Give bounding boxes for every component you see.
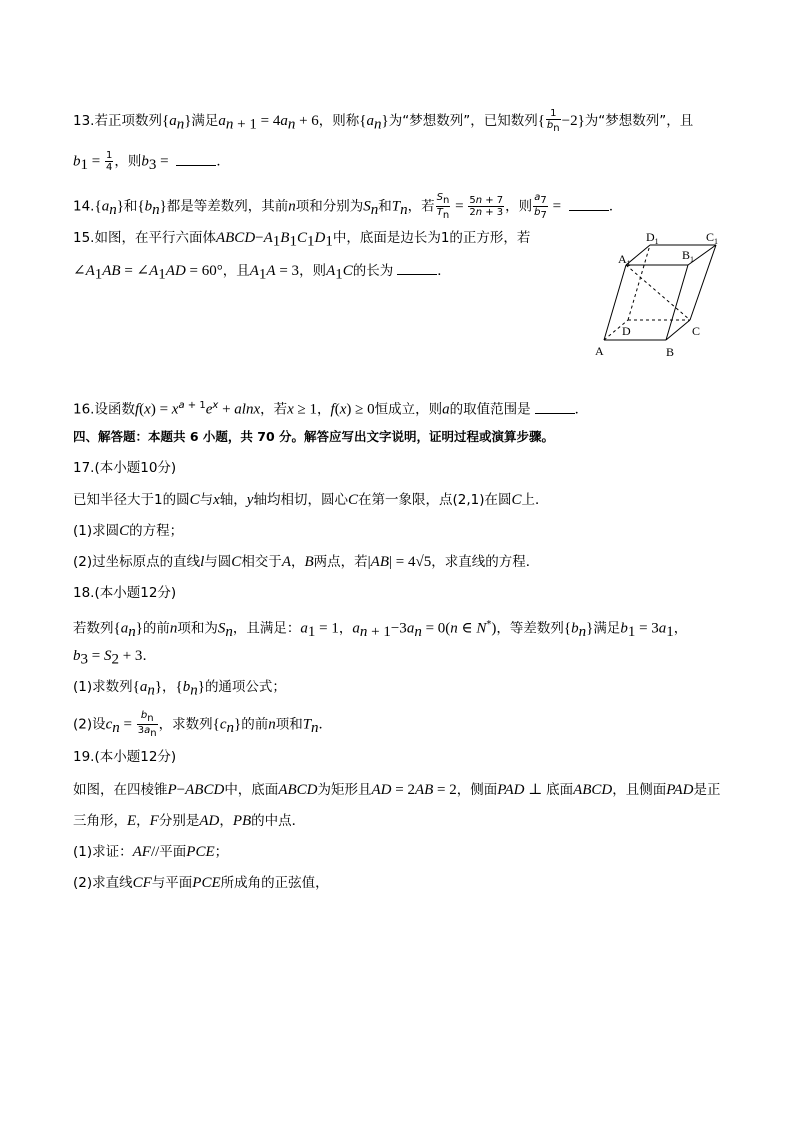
q18-head: 18.(本小题12分): [73, 585, 177, 601]
parallelepiped-figure: [590, 225, 720, 365]
q17-part1: (1)求圆C的方程；: [73, 523, 184, 539]
q19-part2: (2)求直线CF与平面PCE所成角的正弦值，: [73, 875, 329, 891]
q16-answer-blank[interactable]: [535, 399, 575, 414]
q14-answer-blank[interactable]: [569, 196, 609, 211]
q15-answer-blank[interactable]: [397, 260, 437, 275]
label-b: B: [666, 345, 675, 359]
label-d1: $D_1$: [646, 230, 659, 246]
q17-part2: (2)过坐标原点的直线l与圆C相交于A，B两点，若|AB| = 4√5，求直线的方程．: [73, 554, 540, 570]
edge-dd1-hidden: [628, 245, 650, 320]
q17-stem: 已知半径大于1的圆C与x轴，y轴均相切，圆心C在第一象限，点(2,1)在圆C上．: [73, 492, 549, 508]
q18-part1: (1)求数列$\{a_n\}$，$\{b_n\}$的通项公式；: [73, 679, 286, 699]
q15-line1: 15.如图，在平行六面体$ABCD-A_1B_1C_1D_1$中，底面是边长为1的正方形，若: [73, 230, 531, 250]
label-c1: $C_1$: [706, 230, 719, 246]
q13-answer-blank[interactable]: [176, 151, 216, 166]
q19-stem2: 三角形，E，F分别是AD，PB的中点．: [73, 813, 306, 829]
q15-line2: $\angle A_1AB$ = $\angle A_1AD = 60^\circ$，且$A_1A = 3$，则$A_1C$的长为 ．: [73, 260, 451, 285]
q14-line: $14.\{a_n\}$和$\{b_n\}$都是等差数列，其前n项和分别为$S_n$和$T_n$，若 $\frac{S_n}{T_n}$ = $\frac{5n + 7}{2n + 3}$ ，则 $\frac{a_7}{b_7}$ = ．: [73, 192, 623, 221]
label-d: D: [622, 324, 631, 338]
label-b1: $B_1$: [682, 248, 695, 264]
q19-stem1: 如图，在四棱锥P−ABCD中，底面ABCD为矩形且AD = 2AB = 2，侧面PAD ⊥ 底面ABCD，且侧面PAD是正: [73, 782, 721, 798]
q17-head: 17.(本小题10分): [73, 460, 177, 476]
q19-head: 19.(本小题12分): [73, 749, 177, 765]
q18-stem2: $b_3 = S_2 + 3$．: [73, 648, 156, 668]
section-4-heading: 四、解答题：本题共 6 小题，共 70 分。解答应写出文字说明，证明过程或演算步骤。: [73, 429, 555, 444]
label-c: C: [692, 324, 701, 338]
label-a1: $A_1$: [618, 252, 631, 268]
q18-part2: (2)设$c_n$ = $\frac{b_n}{3a_n}$ ，求数列$\{c_n\}$的前n项和$T_n$．: [73, 710, 333, 739]
edge-bb1: [666, 265, 688, 340]
label-a: A: [595, 344, 604, 358]
edge-bc: [666, 320, 690, 340]
q13-line2: $b_1$ = $\frac{1}{4}$ ，则$b_3$ = ．: [73, 150, 230, 174]
q19-part1: (1)求证：AF//平面PCE；: [73, 844, 229, 860]
q16-line: 16.设函数$f(x) = x^{a + 1}e^x + alnx$，若x ≥ 1，f(x) ≥ 0恒成立，则a的取值范围是 ．: [73, 400, 589, 418]
q18-stem1: 若数列$\{a_n\}$的前n项和为$S_n$，且满足：$a_1 = 1$，$a_n$ $_{+ 1}-3a_n = 0(n$ ∈ N*)，等差数列$\{b_n\}$满足$b_1 = 3a_1$，: [73, 619, 688, 641]
q13-line1: 13.若正项数列$\{a_n\}$满足$a_n$ $_{+ 1} = 4a_n + 6$，则称$\{a_n\}$为“梦想数列”，已知数列{ $\frac{1}{b_n}$ −2}为“梦想数列”，且: [73, 108, 694, 134]
